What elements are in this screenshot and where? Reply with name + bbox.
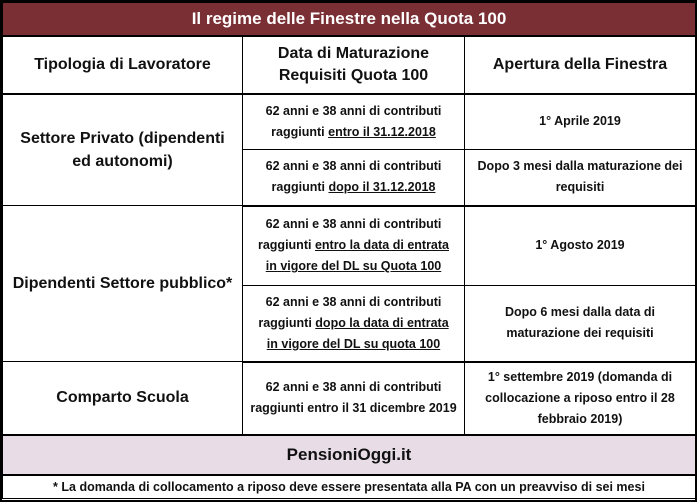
quota-100-windows-table	[2, 2, 696, 499]
header-requirement-line2: Requisiti Quota 100	[278, 66, 429, 84]
header-requirement-line1: Data di Maturazione	[277, 44, 430, 62]
requirement-condition: entro la data di entrata in vigore del DL su Quota 100	[265, 238, 449, 274]
requirement-prefix: raggiunti	[257, 238, 315, 253]
brand-name: PensioniOggi.it	[3, 435, 696, 475]
category-public-sector: Dipendenti Settore pubblico*	[3, 206, 243, 362]
table-row	[3, 94, 696, 150]
requirement-cell	[243, 150, 465, 206]
brand-row	[3, 435, 696, 475]
category-school-sector: Comparto Scuola	[3, 362, 243, 435]
table-row	[3, 362, 696, 435]
window-cell: 1° Agosto 2019	[465, 206, 696, 286]
window-cell: 1° Aprile 2019	[465, 94, 696, 150]
table-title: Il regime delle Finestre nella Quota 100	[3, 3, 696, 36]
requirement-cell	[243, 94, 465, 150]
window-cell: Dopo 3 mesi dalla maturazione dei requisiti	[465, 150, 696, 206]
footnote-row	[3, 475, 696, 499]
requirement-cell	[243, 206, 465, 286]
header-requirement-date	[243, 36, 465, 94]
requirement-line: 62 anni e 38 anni di contributi	[265, 380, 442, 394]
table-row	[3, 206, 696, 286]
header-window-opening: Apertura della Finestra	[465, 36, 696, 94]
requirement-condition: entro il 31.12.2018	[328, 124, 436, 139]
requirement-prefix: raggiunti	[271, 124, 329, 139]
footnote: * La domanda di collocamento a riposo deve essere presentata alla PA con un preavviso di sei mesi	[3, 475, 696, 499]
category-private-sector: Settore Privato (dipendenti ed autonomi)	[3, 94, 243, 206]
requirement-prefix: raggiunti	[271, 180, 329, 195]
requirement-condition: dopo la data di entrata in vigore del DL su quota 100	[266, 315, 449, 351]
title-row	[3, 3, 696, 36]
header-worker-type: Tipologia di Lavoratore	[3, 36, 243, 94]
window-cell: Dopo 6 mesi dalla data di maturazione dei requisiti	[465, 286, 696, 362]
requirement-cell	[243, 286, 465, 362]
header-row	[3, 36, 696, 94]
requirement-line: 62 anni e 38 anni di contributi	[265, 103, 442, 118]
requirement-cell	[243, 362, 465, 435]
window-cell: 1° settembre 2019 (domanda di collocazione a riposo entro il 28 febbraio 2019)	[465, 362, 696, 435]
requirement-line: 62 anni e 38 anni di contributi	[265, 217, 442, 232]
requirement-line: 62 anni e 38 anni di contributi	[265, 294, 442, 309]
requirement-condition: dopo il 31.12.2018	[328, 180, 436, 195]
requirement-line: 62 anni e 38 anni di contributi	[265, 159, 442, 174]
requirement-prefix: raggiunti	[258, 315, 316, 330]
requirement-prefix: raggiunti entro il 31 dicembre 2019	[250, 401, 457, 415]
